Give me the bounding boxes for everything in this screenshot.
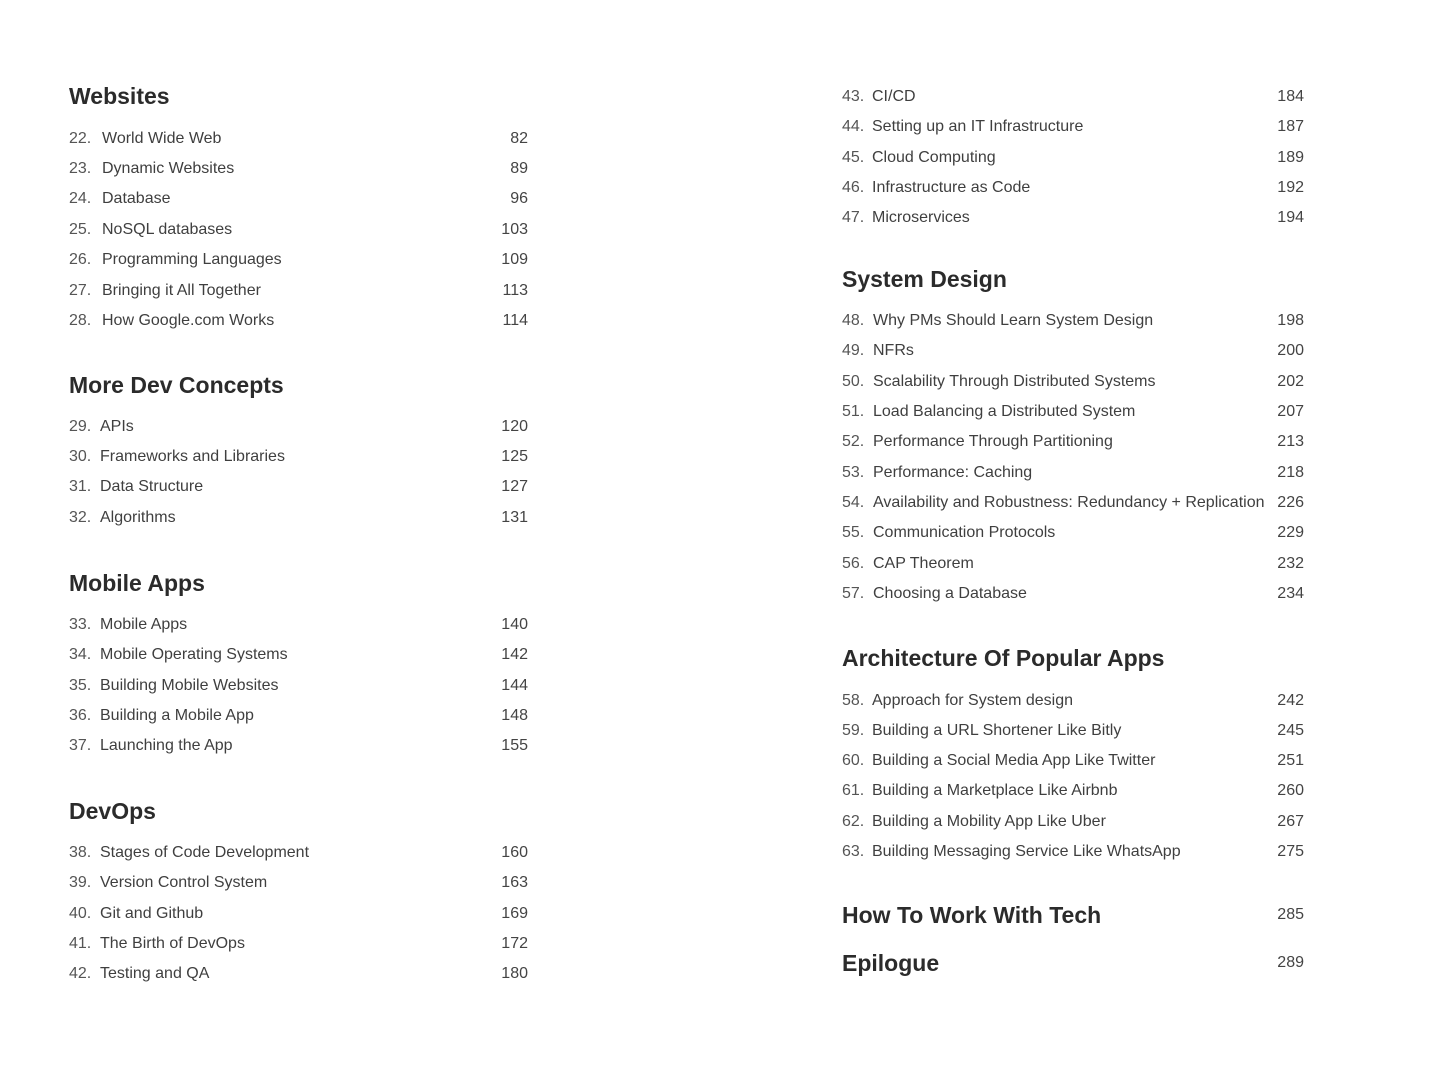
toc-entry[interactable] xyxy=(69,280,528,302)
entry-number: 50. xyxy=(842,373,865,390)
entry-number: 38. xyxy=(69,844,92,861)
entry-title: Building Messaging Service Like WhatsApp xyxy=(872,843,1181,860)
toc-entry[interactable] xyxy=(842,553,1304,575)
entry-title: Building a Social Media App Like Twitter xyxy=(872,752,1156,769)
toc-entry[interactable] xyxy=(69,735,528,757)
entry-number: 52. xyxy=(842,433,865,450)
entry-number: 53. xyxy=(842,464,865,481)
entry-title: Building a Mobility App Like Uber xyxy=(872,813,1106,830)
toc-entry[interactable] xyxy=(842,371,1304,393)
toc-entry[interactable] xyxy=(842,780,1304,802)
entry-page: 155 xyxy=(501,737,528,754)
entry-title: Scalability Through Distributed Systems xyxy=(873,373,1156,390)
entry-title: NFRs xyxy=(873,342,914,359)
entry-title: Approach for System design xyxy=(872,692,1073,709)
toc-chapter-how-to-work-with-tech[interactable] xyxy=(842,900,1304,930)
chapter-title: Epilogue xyxy=(842,950,940,976)
entry-page: 289 xyxy=(1277,954,1304,971)
entry-number: 31. xyxy=(69,478,92,495)
entry-number: 35. xyxy=(69,677,92,694)
entry-page: 226 xyxy=(1277,494,1304,511)
entry-page: 127 xyxy=(501,478,528,495)
toc-entry[interactable] xyxy=(69,903,528,925)
toc-entry[interactable] xyxy=(69,188,528,210)
entry-number: 32. xyxy=(69,509,92,526)
entry-page: 285 xyxy=(1277,906,1304,923)
toc-entry[interactable] xyxy=(69,614,528,636)
entry-title: The Birth of DevOps xyxy=(100,935,245,952)
entry-page: 113 xyxy=(502,282,528,299)
entry-title: Version Control System xyxy=(100,874,268,891)
toc-entry[interactable] xyxy=(842,720,1304,742)
entry-title: World Wide Web xyxy=(102,130,222,147)
entry-number: 63. xyxy=(842,843,865,860)
entry-title: Building a Mobile App xyxy=(100,707,254,724)
toc-entry[interactable] xyxy=(842,177,1304,199)
entry-number: 27. xyxy=(69,282,92,299)
entry-page: 189 xyxy=(1277,149,1304,166)
toc-entry[interactable] xyxy=(69,675,528,697)
entry-title: Mobile Apps xyxy=(100,616,188,633)
toc-entry[interactable] xyxy=(69,644,528,666)
entry-number: 51. xyxy=(842,403,865,420)
entry-number: 44. xyxy=(842,118,865,135)
entry-page: 148 xyxy=(501,707,528,724)
entry-page: 96 xyxy=(510,190,528,207)
toc-entry[interactable] xyxy=(842,462,1304,484)
entry-title: Mobile Operating Systems xyxy=(100,646,288,663)
entry-title: Cloud Computing xyxy=(872,149,996,166)
entry-number: 47. xyxy=(842,209,865,226)
entry-title: Git and Github xyxy=(100,905,204,922)
entry-page: 267 xyxy=(1277,813,1304,830)
entry-number: 29. xyxy=(69,418,92,435)
entry-number: 39. xyxy=(69,874,92,891)
entry-title: How Google.com Works xyxy=(102,312,275,329)
entry-page: 160 xyxy=(501,844,528,861)
entry-page: 275 xyxy=(1277,843,1304,860)
entry-page: 180 xyxy=(501,965,528,982)
entry-page: 89 xyxy=(510,160,528,177)
entry-page: 200 xyxy=(1277,342,1304,359)
toc-entry[interactable] xyxy=(842,340,1304,362)
entry-title: NoSQL databases xyxy=(102,221,233,238)
entry-page: 234 xyxy=(1277,585,1304,602)
section-title-websites: Websites xyxy=(69,83,170,109)
toc-entry[interactable] xyxy=(842,310,1304,332)
entry-number: 30. xyxy=(69,448,92,465)
entry-title: Database xyxy=(102,190,171,207)
entry-number: 48. xyxy=(842,312,865,329)
entry-title: Communication Protocols xyxy=(873,524,1056,541)
entry-title: Frameworks and Libraries xyxy=(100,448,285,465)
toc-entry[interactable] xyxy=(69,219,528,241)
entry-number: 37. xyxy=(69,737,92,754)
toc-entry[interactable] xyxy=(842,522,1304,544)
entry-page: 213 xyxy=(1277,433,1304,450)
entry-title: Performance: Caching xyxy=(873,464,1033,481)
entry-number: 26. xyxy=(69,251,92,268)
toc-entry[interactable] xyxy=(69,128,528,150)
toc-entry[interactable] xyxy=(842,583,1304,605)
chapter-title: How To Work With Tech xyxy=(842,902,1102,928)
entry-number: 28. xyxy=(69,312,92,329)
toc-entry[interactable] xyxy=(842,86,1304,108)
entry-number: 23. xyxy=(69,160,92,177)
toc-entry[interactable] xyxy=(842,750,1304,772)
toc-entry[interactable] xyxy=(842,431,1304,453)
entry-number: 49. xyxy=(842,342,865,359)
entry-number: 55. xyxy=(842,524,865,541)
entry-title: Infrastructure as Code xyxy=(872,179,1031,196)
entry-number: 43. xyxy=(842,88,865,105)
entry-number: 54. xyxy=(842,494,865,511)
entry-title: Building Mobile Websites xyxy=(100,677,279,694)
entry-title: Bringing it All Together xyxy=(102,282,261,299)
entry-number: 57. xyxy=(842,585,865,602)
entry-title: Launching the App xyxy=(100,737,233,754)
entry-page: 103 xyxy=(501,221,528,238)
entry-page: 242 xyxy=(1277,692,1304,709)
entry-number: 58. xyxy=(842,692,865,709)
entry-number: 56. xyxy=(842,555,865,572)
entry-number: 42. xyxy=(69,965,92,982)
entry-page: 120 xyxy=(501,418,528,435)
entry-page: 202 xyxy=(1277,373,1304,390)
entry-page: 198 xyxy=(1277,312,1304,329)
entry-page: 140 xyxy=(501,616,528,633)
entry-number: 60. xyxy=(842,752,865,769)
toc-entry[interactable] xyxy=(69,310,528,332)
entry-number: 45. xyxy=(842,149,865,166)
entry-page: 251 xyxy=(1277,752,1304,769)
toc-entry[interactable] xyxy=(69,446,528,468)
entry-page: 82 xyxy=(510,130,528,147)
toc-entry[interactable] xyxy=(69,476,528,498)
toc-entry[interactable] xyxy=(69,507,528,529)
entry-page: 232 xyxy=(1277,555,1304,572)
entry-page: 163 xyxy=(501,874,528,891)
entry-title: Dynamic Websites xyxy=(102,160,235,177)
toc-entry[interactable] xyxy=(842,841,1304,863)
entry-title: Availability and Robustness: Redundancy + Replication xyxy=(873,494,1265,511)
entry-page: 207 xyxy=(1277,403,1304,420)
entry-page: 131 xyxy=(501,509,528,526)
entry-title: Why PMs Should Learn System Design xyxy=(873,312,1154,329)
toc-entry[interactable] xyxy=(842,690,1304,712)
toc-entry[interactable] xyxy=(69,933,528,955)
entry-number: 46. xyxy=(842,179,865,196)
entry-page: 229 xyxy=(1277,524,1304,541)
entry-number: 40. xyxy=(69,905,92,922)
entry-page: 184 xyxy=(1277,88,1304,105)
entry-page: 114 xyxy=(502,312,528,329)
toc-entry[interactable] xyxy=(69,416,528,438)
entry-number: 61. xyxy=(842,782,865,799)
toc-entry[interactable] xyxy=(842,811,1304,833)
section-title-architecture-of-popular-apps: Architecture Of Popular Apps xyxy=(842,645,1165,671)
toc-entry[interactable] xyxy=(69,158,528,180)
toc-entry[interactable] xyxy=(69,872,528,894)
entry-title: Load Balancing a Distributed System xyxy=(873,403,1136,420)
toc-entry[interactable] xyxy=(842,401,1304,423)
toc-entry[interactable] xyxy=(842,492,1304,514)
entry-title: Algorithms xyxy=(100,509,176,526)
entry-page: 125 xyxy=(501,448,528,465)
entry-number: 22. xyxy=(69,130,92,147)
entry-page: 187 xyxy=(1277,118,1304,135)
entry-page: 218 xyxy=(1277,464,1304,481)
toc-chapter-epilogue[interactable] xyxy=(842,948,1304,978)
entry-page: 194 xyxy=(1277,209,1304,226)
entry-number: 41. xyxy=(69,935,92,952)
toc-entry[interactable] xyxy=(842,116,1304,138)
entry-page: 172 xyxy=(501,935,528,952)
toc-entry[interactable] xyxy=(842,147,1304,169)
entry-title: CI/CD xyxy=(872,88,916,105)
entry-number: 59. xyxy=(842,722,865,739)
entry-title: APIs xyxy=(100,418,134,435)
entry-number: 33. xyxy=(69,616,92,633)
entry-number: 62. xyxy=(842,813,865,830)
entry-title: Stages of Code Development xyxy=(100,844,310,861)
entry-number: 34. xyxy=(69,646,92,663)
entry-title: Performance Through Partitioning xyxy=(873,433,1113,450)
entry-number: 36. xyxy=(69,707,92,724)
entry-title: Programming Languages xyxy=(102,251,282,268)
section-title-mobile-apps: Mobile Apps xyxy=(69,570,205,596)
entry-title: CAP Theorem xyxy=(873,555,974,572)
entry-title: Microservices xyxy=(872,209,970,226)
entry-page: 192 xyxy=(1277,179,1304,196)
entry-title: Choosing a Database xyxy=(873,585,1027,602)
entry-title: Data Structure xyxy=(100,478,204,495)
toc-entry[interactable] xyxy=(69,249,528,271)
section-title-system-design: System Design xyxy=(842,266,1007,292)
section-title-more-dev-concepts: More Dev Concepts xyxy=(69,372,284,398)
entry-page: 144 xyxy=(501,677,528,694)
section-title-devops: DevOps xyxy=(69,798,156,824)
entry-title: Building a Marketplace Like Airbnb xyxy=(872,782,1118,799)
entry-number: 24. xyxy=(69,190,92,207)
entry-title: Building a URL Shortener Like Bitly xyxy=(872,722,1122,739)
entry-title: Testing and QA xyxy=(100,965,210,982)
toc-entry[interactable] xyxy=(69,705,528,727)
entry-title: Setting up an IT Infrastructure xyxy=(872,118,1084,135)
toc-entry[interactable] xyxy=(69,963,528,985)
entry-page: 245 xyxy=(1277,722,1304,739)
entry-page: 109 xyxy=(501,251,528,268)
entry-page: 260 xyxy=(1277,782,1304,799)
entry-page: 142 xyxy=(501,646,528,663)
toc-entry[interactable] xyxy=(69,842,528,864)
entry-number: 25. xyxy=(69,221,92,238)
toc-entry[interactable] xyxy=(842,207,1304,229)
entry-page: 169 xyxy=(501,905,528,922)
